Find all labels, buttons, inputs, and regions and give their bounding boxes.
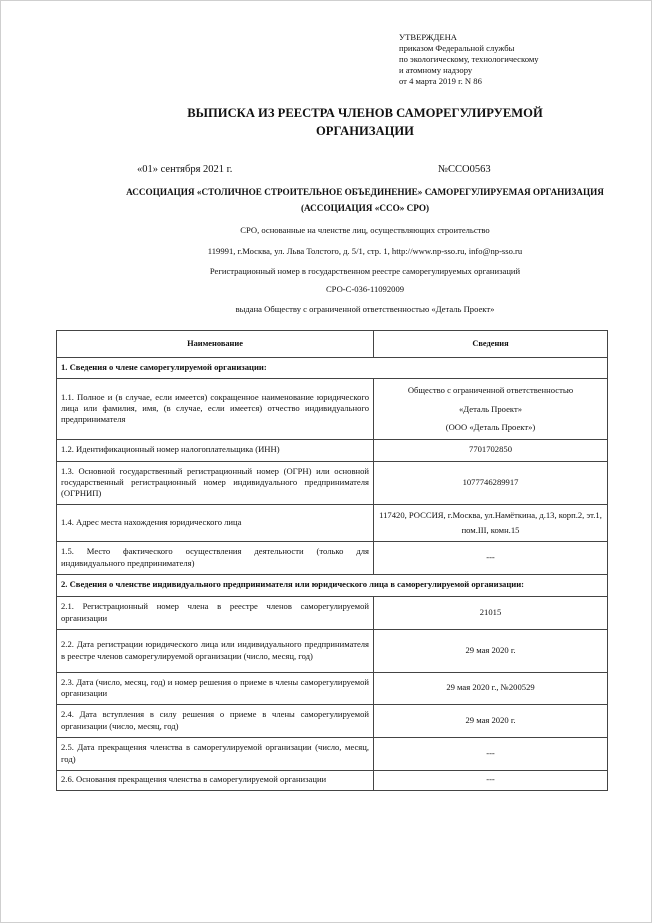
issued-to: выдана Обществу с ограниченной ответственностью «Деталь Проект»	[235, 304, 495, 314]
table-row	[57, 737, 608, 770]
approval-stamp	[399, 32, 539, 87]
value-line: Общество с ограниченной ответственностью	[407, 385, 574, 395]
field-value: 7701702850	[374, 439, 608, 461]
value-line: (ООО «Деталь Проект»)	[445, 422, 536, 432]
document-number: №ССО0563	[438, 164, 491, 175]
registry-number: СРО-С-036-11092009	[325, 284, 405, 294]
section-row	[57, 358, 608, 379]
field-value: 21015	[374, 596, 608, 629]
table-row	[57, 504, 608, 541]
field-name: 1.4. Адрес места нахождения юридического лица	[57, 504, 374, 541]
title-line-2: ОРГАНИЗАЦИИ	[316, 124, 414, 138]
approval-line: приказом Федеральной службы	[399, 43, 515, 54]
document-title	[40, 104, 652, 140]
column-header-value: Сведения	[374, 331, 608, 358]
section-2-title: 2. Сведения о членстве индивидуального предпринимателя или юридического лица в саморегулируемой организации:	[57, 574, 608, 596]
table-row	[57, 439, 608, 461]
field-value	[374, 379, 608, 440]
field-name: 2.6. Основания прекращения членства в саморегулируемой организации	[57, 770, 374, 790]
table-row	[57, 629, 608, 672]
field-name: 1.5. Место фактического осуществления деятельности (только для индивидуального предпринимателя)	[57, 541, 374, 574]
registry-table	[56, 330, 608, 791]
field-value: 117420, РОССИЯ, г.Москва, ул.Намёткина, д.13, корп.2, эт.1, пом.III, комн.15	[374, 504, 608, 541]
field-name: 1.2. Идентификационный номер налогоплательщика (ИНН)	[57, 439, 374, 461]
org-name-line-2: (АССОЦИАЦИЯ «ССО» СРО)	[300, 203, 430, 213]
section-row	[57, 574, 608, 596]
org-description: СРО, основанные на членстве лиц, осуществляющих строительство	[240, 225, 490, 235]
approval-line: УТВЕРЖДЕНА	[399, 32, 458, 42]
title-line-1: ВЫПИСКА ИЗ РЕЕСТРА ЧЛЕНОВ САМОРЕГУЛИРУЕМОЙ	[187, 106, 543, 120]
approval-line: и атомному надзору	[399, 65, 473, 76]
field-value: 29 мая 2020 г.	[374, 704, 608, 737]
table-row	[57, 461, 608, 504]
column-header-name: Наименование	[57, 331, 374, 358]
organization-name	[40, 184, 652, 216]
field-value: ---	[374, 737, 608, 770]
org-name-line-1: АССОЦИАЦИЯ «СТОЛИЧНОЕ СТРОИТЕЛЬНОЕ ОБЪЕДИНЕНИЕ» САМОРЕГУЛИРУЕМАЯ ОРГАНИЗАЦИЯ	[126, 187, 604, 197]
field-name: 2.4. Дата вступления в силу решения о приеме в члены саморегулируемой организации (число, месяц, год)	[57, 704, 374, 737]
field-value: 1077746289917	[374, 461, 608, 504]
table-row	[57, 672, 608, 704]
field-name: 2.5. Дата прекращения членства в саморегулируемой организации (число, месяц, год)	[57, 737, 374, 770]
approval-line: от 4 марта 2019 г. N 86	[399, 76, 482, 87]
field-name: 1.3. Основной государственный регистрационный номер (ОГРН) или основной государственный регистрационный номер индивидуального предпринимателя (ОГРНИП)	[57, 461, 374, 504]
table-row	[57, 704, 608, 737]
field-value: ---	[374, 770, 608, 790]
section-1-title: 1. Сведения о члене саморегулируемой организации:	[57, 358, 608, 379]
value-line: «Деталь Проект»	[458, 403, 523, 414]
registry-label: Регистрационный номер в государственном реестре саморегулируемых организаций	[209, 266, 521, 276]
field-name: 2.1. Регистрационный номер члена в реестре членов саморегулируемой организации	[57, 596, 374, 629]
approval-line: по экологическому, технологическому	[399, 54, 539, 65]
table-header-row	[57, 331, 608, 358]
table-row	[57, 541, 608, 574]
field-value: ---	[374, 541, 608, 574]
field-name: 2.3. Дата (число, месяц, год) и номер решения о приеме в члены саморегулируемой организации	[57, 672, 374, 704]
field-name: 2.2. Дата регистрации юридического лица или индивидуального предпринимателя в реестре членов саморегулируемой организации (число, месяц, год)	[57, 629, 374, 672]
org-address: 119991, г.Москва, ул. Льва Толстого, д. 5/1, стр. 1, http://www.np-sso.ru, info@np-sso.ru	[207, 246, 523, 256]
table-row	[57, 596, 608, 629]
field-name: 1.1. Полное и (в случае, если имеется) сокращенное наименование юридического лица или фамилия, имя, (в случае, если имеется) отчество индивидуального предпринимателя	[57, 379, 374, 440]
document-date: «01» сентября 2021 г.	[137, 164, 233, 175]
table-row	[57, 379, 608, 440]
field-value: 29 мая 2020 г., №200529	[374, 672, 608, 704]
field-value: 29 мая 2020 г.	[374, 629, 608, 672]
table-row	[57, 770, 608, 790]
